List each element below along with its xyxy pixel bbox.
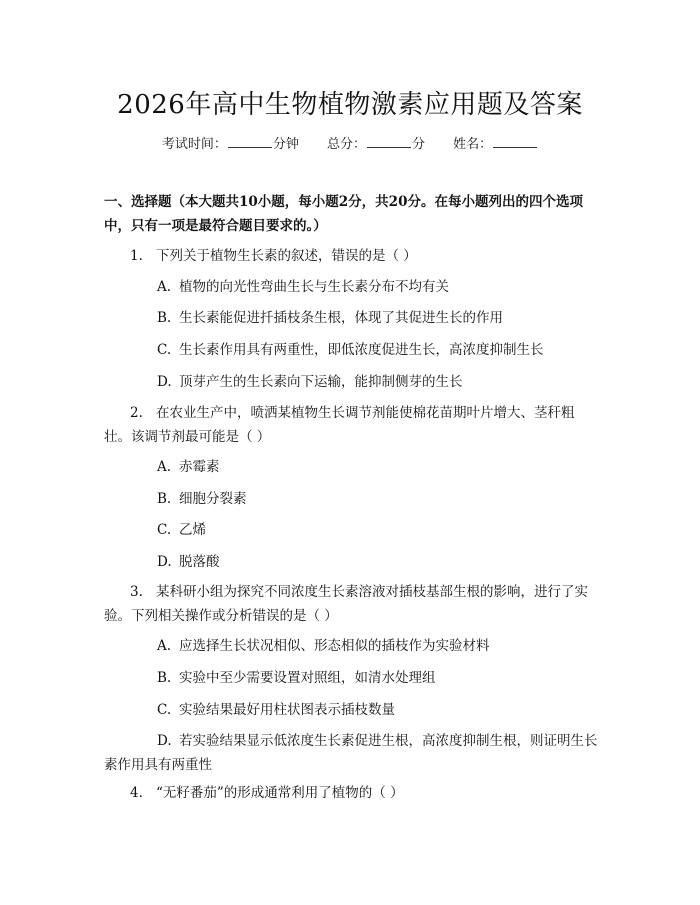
section-heading: 一、选择题（本大题共10小题，每小题2分，共20分。在每小题列出的四个选项中，只有一项是最符合题目要求的。）	[104, 194, 583, 234]
question-3-option-c[interactable]	[157, 698, 602, 722]
question-stem: “无籽番茄”的形成通常利用了植物的（ ）	[156, 785, 404, 801]
student-name-blank[interactable]	[493, 135, 537, 148]
question-3-option-a[interactable]	[157, 634, 602, 658]
total-score-unit: 分	[412, 137, 426, 152]
question-number: 3.	[130, 584, 143, 600]
option-text: 若实验结果显示低浓度生长素促进生根，高浓度抑制生根，则证明生长素作用具有两重性	[104, 733, 598, 773]
question-3-option-b[interactable]	[157, 666, 602, 690]
option-text: 生长素作用具有两重性，即低浓度促进生长，高浓度抑制生长	[179, 342, 544, 358]
question-3-option-d[interactable]	[104, 729, 599, 777]
question-stem: 下列关于植物生长素的叙述，错误的是（ ）	[156, 248, 417, 264]
total-score-label: 总分：	[326, 137, 366, 152]
question-stem: 在农业生产中，喷洒某植物生长调节剂能使棉花苗期叶片增大、茎秆粗壮。该调节剂最可能是（ ）	[104, 405, 575, 445]
option-text: 生长素能促进扦插枝条生根，体现了其促进生长的作用	[179, 310, 503, 326]
question-number: 4.	[130, 785, 143, 801]
option-text: 应选择生长状况相似、形态相似的插枝作为实验材料	[179, 638, 490, 654]
student-name-field	[453, 133, 538, 152]
page-title: 2026年高中生物植物激素应用题及答案	[117, 90, 583, 120]
option-text: 实验结果最好用柱状图表示插枝数量	[179, 702, 395, 718]
question-4	[104, 781, 599, 805]
question-number: 1.	[130, 248, 143, 264]
question-1-option-b[interactable]	[157, 306, 602, 330]
exam-time-unit: 分钟	[272, 137, 299, 152]
exam-time-label: 考试时间：	[161, 137, 227, 152]
exam-time-blank[interactable]	[228, 135, 272, 148]
question-stem: 某科研小组为探究不同浓度生长素溶液对插枝基部生根的影响，进行了实验。下列相关操作或分析错误的是（ ）	[104, 584, 588, 624]
question-1-option-d[interactable]	[157, 370, 602, 394]
option-letter: C.	[157, 702, 172, 718]
question-number: 2.	[130, 405, 143, 421]
exam-info-line	[0, 133, 700, 152]
total-score-field	[327, 133, 425, 152]
option-letter: C.	[157, 522, 172, 538]
question-2-option-c[interactable]	[157, 518, 602, 542]
option-letter: A.	[157, 459, 172, 475]
student-name-label: 姓名：	[453, 137, 493, 152]
total-score-blank[interactable]	[367, 135, 411, 148]
option-letter: D.	[157, 374, 172, 390]
option-letter: D.	[157, 733, 172, 749]
question-2-option-a[interactable]	[157, 455, 602, 479]
option-letter: B.	[157, 491, 172, 507]
option-text: 乙烯	[179, 522, 206, 538]
option-letter: B.	[157, 670, 172, 686]
option-letter: C.	[157, 342, 172, 358]
option-text: 脱落酸	[179, 554, 220, 570]
question-1-option-c[interactable]	[157, 338, 602, 362]
option-letter: A.	[157, 279, 172, 295]
question-2-option-b[interactable]	[157, 487, 602, 511]
option-text: 实验中至少需要设置对照组，如清水处理组	[179, 670, 436, 686]
option-text: 细胞分裂素	[179, 491, 247, 507]
option-text: 植物的向光性弯曲生长与生长素分布不均有关	[179, 279, 449, 295]
option-letter: A.	[157, 638, 172, 654]
option-text: 顶芽产生的生长素向下运输，能抑制侧芽的生长	[179, 374, 463, 390]
question-3	[104, 580, 599, 628]
question-2	[104, 401, 599, 449]
option-letter: B.	[157, 310, 172, 326]
option-text: 赤霉素	[179, 459, 220, 475]
option-letter: D.	[157, 554, 172, 570]
question-1	[104, 244, 599, 268]
exam-time-field	[162, 133, 299, 152]
question-2-option-d[interactable]	[157, 550, 602, 574]
question-1-option-a[interactable]	[157, 275, 602, 299]
